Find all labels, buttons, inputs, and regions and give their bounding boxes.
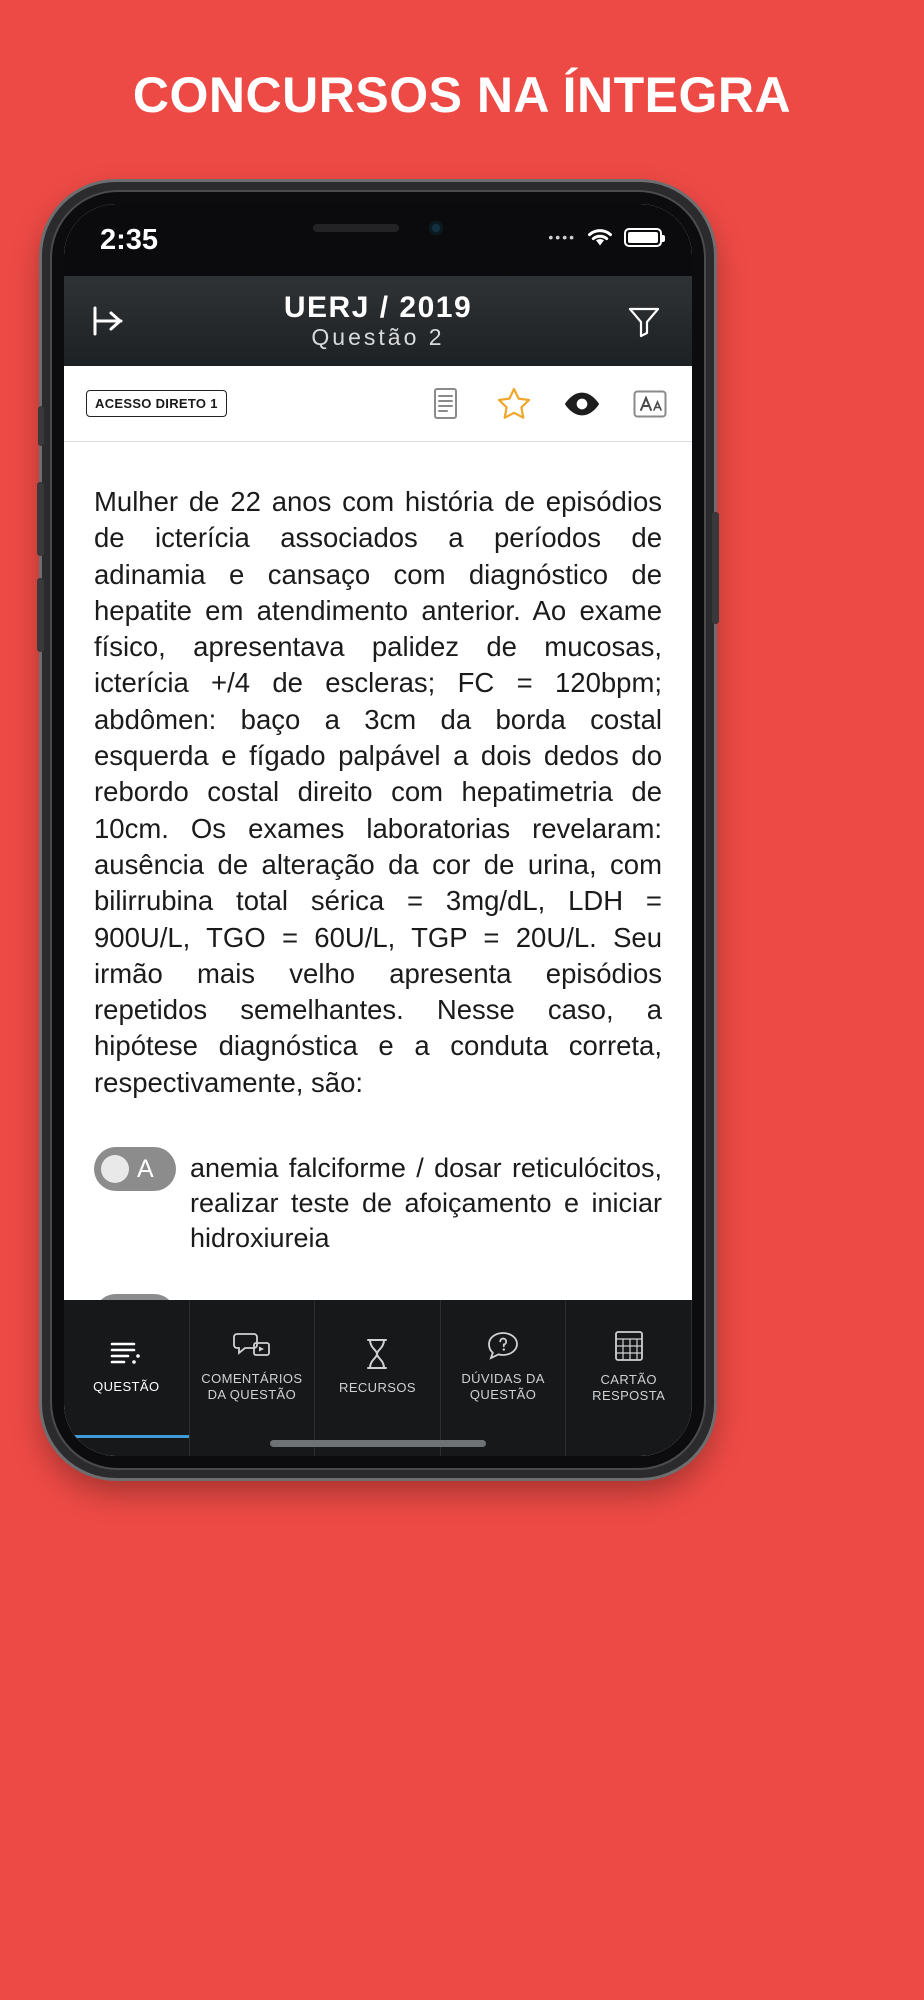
nav-item-questao[interactable] <box>64 1300 190 1456</box>
mute-switch[interactable] <box>38 406 44 446</box>
alternative-text: anemia falciforme / dosar reticulócitos, realizar teste de afoiçamento e iniciar hidroxiureia <box>190 1153 662 1254</box>
nav-label: CARTÃO RESPOSTA <box>592 1372 666 1403</box>
eye-icon[interactable] <box>562 383 602 425</box>
signal-dots-icon: •••• <box>548 229 576 245</box>
question-content[interactable] <box>64 442 692 1326</box>
nav-item-cartao-resposta[interactable] <box>566 1300 692 1456</box>
app-header <box>64 276 692 366</box>
nav-item-comentarios[interactable] <box>190 1300 316 1456</box>
volume-up-button[interactable] <box>37 482 44 556</box>
header-title-block <box>284 291 472 350</box>
page-title: UERJ / 2019 <box>283 291 473 325</box>
notch <box>239 204 517 252</box>
nav-label: RECURSOS <box>339 1380 416 1396</box>
earpiece-speaker <box>313 224 399 232</box>
nav-item-duvidas[interactable] <box>441 1300 567 1456</box>
answer-sheet-icon <box>614 1330 644 1362</box>
front-camera <box>429 221 443 235</box>
toggle-knob-icon <box>101 1155 129 1183</box>
star-icon[interactable] <box>494 383 534 425</box>
bottom-navigation <box>64 1300 692 1456</box>
status-time: 2:35 <box>100 224 159 256</box>
nav-label: DÚVIDAS DA QUESTÃO <box>461 1371 545 1402</box>
nav-item-recursos[interactable] <box>315 1300 441 1456</box>
access-tag: ACESSO DIRETO 1 <box>86 390 227 417</box>
phone-frame <box>42 182 714 1478</box>
alternative-option[interactable] <box>94 1147 662 1256</box>
phone-screen <box>64 204 692 1456</box>
filter-icon[interactable] <box>618 295 670 347</box>
alternative-letter: A <box>137 1154 154 1183</box>
hourglass-icon <box>364 1338 390 1370</box>
question-toolbar <box>64 366 692 442</box>
question-statement: Mulher de 22 anos com história de episódios de icterícia associados a períodos de adinamia e cansaço com diagnóstico de hepatite em atendimento anterior. Ao exame físico, apresentava palidez de mucosas, icterícia +/4 de escleras; FC = 120bpm; abdômen: baço a 3cm da borda costal esquerda e fígado palpável a dois dedos do rebordo costal direito com hepatimetria de 10cm. Os exames laboratorias revelaram: ausência de alteração da cor de urina, com bilirrubina total sérica = 3mg/dL, LDH = 900U/L, TGO = 60U/L, TGP = 20U/L. Seu irmão mais velho apresenta episódios repetidos semelhantes. Nesse caso, a hipótese diagnóstica e a conduta correta, respectivamente, são: <box>94 486 662 1098</box>
nav-label: QUESTÃO <box>93 1379 160 1395</box>
question-bubble-icon <box>487 1331 519 1361</box>
toolbar-icons <box>426 383 670 425</box>
alternative-toggle-a[interactable] <box>94 1147 176 1191</box>
volume-down-button[interactable] <box>37 578 44 652</box>
list-icon <box>109 1339 143 1369</box>
page-subtitle: Questão 2 <box>311 323 445 350</box>
nav-label: COMENTÁRIOS DA QUESTÃO <box>201 1371 303 1402</box>
wifi-icon <box>585 226 615 248</box>
font-size-icon[interactable] <box>630 383 670 425</box>
comment-video-icon <box>233 1331 271 1361</box>
battery-icon <box>624 228 662 247</box>
home-indicator[interactable] <box>270 1440 486 1447</box>
power-button[interactable] <box>712 512 719 624</box>
notes-icon[interactable] <box>426 383 466 425</box>
promo-headline: CONCURSOS NA ÍNTEGRA <box>132 67 792 123</box>
status-indicators <box>548 226 662 248</box>
back-arrow-icon[interactable] <box>84 295 136 347</box>
status-bar <box>64 204 692 276</box>
